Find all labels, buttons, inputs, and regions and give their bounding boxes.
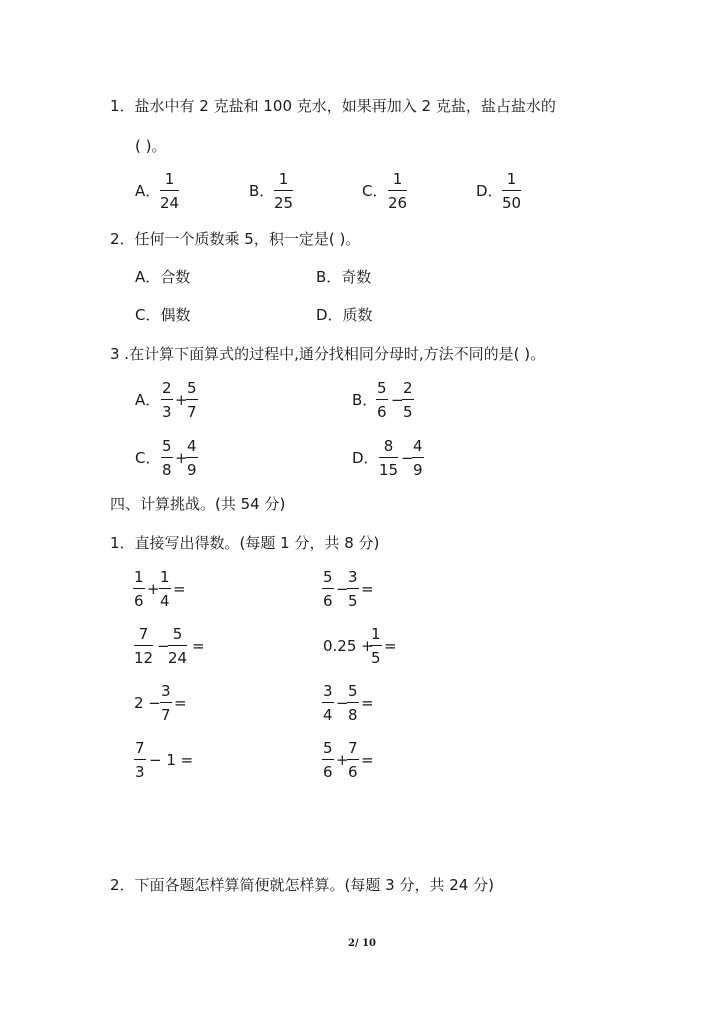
fraction: 7 12 (134, 625, 154, 667)
numerator: 1 (506, 170, 517, 188)
fraction: 2 3 (162, 379, 172, 421)
fraction: 2 5 (403, 379, 413, 421)
denominator: 24 (160, 194, 180, 212)
denominator: 26 (388, 194, 408, 212)
lead-term: 2 − (134, 694, 161, 712)
fraction: 7 6 (348, 739, 358, 781)
q3-text: 3 .在计算下面算式的过程中,通分找相同分母时,方法不同的是( )。 (110, 345, 546, 363)
q1-option-label: D． (476, 182, 503, 200)
numerator: 1 (278, 170, 289, 188)
fraction: 3 4 (323, 682, 333, 724)
operator: + (336, 751, 349, 769)
q1-text: 1．盐水中有 2 克盐和 100 克水，如果再加入 2 克盐，盐占盐水的 (110, 97, 556, 115)
tail-term: − 1 = (149, 751, 194, 769)
equals: = (174, 694, 187, 712)
operator: − (391, 391, 404, 409)
equals: = (173, 580, 186, 598)
fraction: 1 6 (134, 568, 144, 610)
section4-part2-title: 2．下面各题怎样算简便就怎样算。(每题 3 分，共 24 分) (110, 876, 494, 894)
q1-option-label: B． (249, 182, 275, 200)
fraction: 8 15 (379, 437, 399, 479)
denominator: 50 (502, 194, 522, 212)
equals: = (384, 637, 397, 655)
fraction: 4 9 (413, 437, 423, 479)
fraction (160, 172, 179, 211)
page-number: 2/ 10 (347, 938, 376, 949)
fraction: 7 3 (135, 739, 145, 781)
q2-text: 2．任何一个质数乘 5，积一定是( )。 (110, 230, 361, 248)
fraction: 4 9 (187, 437, 197, 479)
fraction: 3 7 (161, 682, 171, 724)
section4-part1-title: 1．直接写出得数。(每题 1 分，共 8 分) (110, 534, 380, 552)
q1-option-label: C． (362, 182, 388, 200)
operator: + (175, 391, 188, 409)
numerator: 1 (392, 170, 403, 188)
operator: + (147, 580, 160, 598)
fraction: 5 6 (377, 379, 387, 421)
q3-option-label: D． (352, 449, 379, 467)
q3-option-label: C． (135, 449, 161, 467)
equals: = (192, 637, 205, 655)
lead-term: 0.25 + (323, 637, 374, 655)
fraction: 5 8 (348, 682, 358, 724)
fraction: 5 8 (162, 437, 172, 479)
fraction (274, 172, 293, 211)
q1-blank: ( )。 (135, 137, 167, 155)
fraction (502, 172, 521, 211)
q1-option-label: A． (135, 182, 161, 200)
fraction: 3 5 (348, 568, 358, 610)
fraction: 1 5 (371, 625, 381, 667)
fraction: 5 6 (323, 568, 333, 610)
q3-option-label: B． (352, 391, 378, 409)
fraction: 1 4 (160, 568, 170, 610)
numerator: 1 (164, 170, 175, 188)
fraction: 5 6 (323, 739, 333, 781)
operator: − (336, 580, 349, 598)
section4-title: 四、计算挑战。(共 54 分) (110, 495, 286, 513)
equals: = (361, 580, 374, 598)
q2-option-d: D．质数 (316, 306, 373, 324)
operator: + (175, 449, 188, 467)
fraction: 5 7 (187, 379, 197, 421)
q2-option-a: A．合数 (135, 268, 191, 286)
q2-option-c: C．偶数 (135, 306, 191, 324)
operator: − (401, 449, 414, 467)
fraction (388, 172, 407, 211)
q2-option-b: B．奇数 (316, 268, 372, 286)
equals: = (361, 694, 374, 712)
operator: − (157, 637, 170, 655)
fraction: 5 24 (168, 625, 188, 667)
denominator: 25 (274, 194, 294, 212)
equals: = (361, 751, 374, 769)
operator: − (336, 694, 349, 712)
q3-option-label: A． (135, 391, 161, 409)
